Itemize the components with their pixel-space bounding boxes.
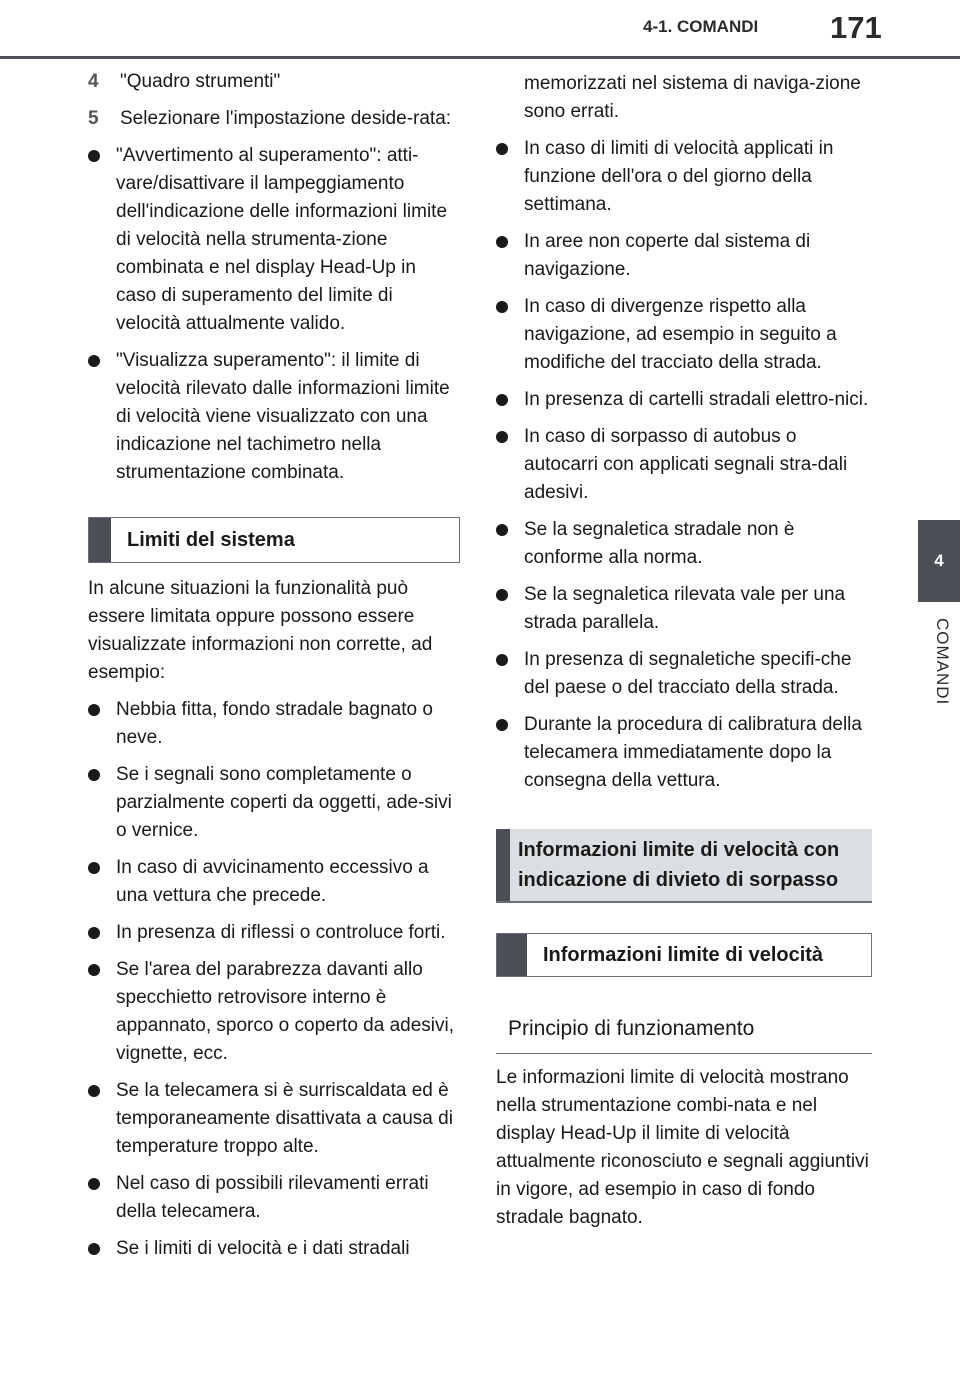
list-item-text: "Avvertimento al superamento": atti-vare/disattivare il lampeggiamento dell'indicazione delle informazioni limite di velocità nella strumenta-zione combinata e nel display Head-Up in caso di superamento del limite di velocità attualmente valido. bbox=[116, 145, 448, 334]
bullet-icon bbox=[88, 1235, 116, 1263]
list-item bbox=[88, 956, 460, 1068]
list-item-text: In presenza di riflessi o controluce forti. bbox=[116, 922, 446, 943]
list-item bbox=[496, 646, 872, 702]
bullet-icon bbox=[88, 1170, 116, 1226]
list-item-text: Se la segnaletica stradale non è conforme alla norma. bbox=[524, 519, 795, 568]
list-item bbox=[496, 581, 872, 637]
header-divider bbox=[0, 56, 960, 59]
list-item-text: "Visualizza superamento": il limite di velocità rilevato dalle informazioni limite di velocità viene visualizzato con una indicazione nel tachimetro nella strumentazione combinata. bbox=[116, 350, 450, 483]
list-item-text: Se la telecamera si è surriscaldata ed è temporaneamente disattivata a causa di temperature troppo alte. bbox=[116, 1080, 453, 1157]
section-title: 4-1. COMANDI bbox=[643, 17, 759, 36]
section-heading: Informazioni limite di velocità con indicazione di divieto di sorpasso bbox=[518, 839, 840, 891]
list-item-text: In caso di limiti di velocità applicati in funzione dell'ora o del giorno della settimana. bbox=[524, 138, 834, 215]
bullet-icon bbox=[496, 228, 524, 284]
list-item-text: Se la segnaletica rilevata vale per una strada parallela. bbox=[524, 584, 846, 633]
bullet-icon bbox=[496, 293, 524, 377]
step-item bbox=[88, 68, 460, 96]
list-item-text: In aree non coperte dal sistema di navigazione. bbox=[524, 231, 811, 280]
intro-paragraph: In alcune situazioni la funzionalità può essere limitata oppure possono essere visualizzate informazioni non corrette, ad esempio: bbox=[88, 578, 433, 683]
chapter-tab[interactable]: 4 bbox=[918, 520, 960, 602]
list-item bbox=[496, 711, 872, 795]
section-heading: Limiti del sistema bbox=[127, 529, 295, 551]
heading-bar bbox=[89, 518, 111, 562]
page-number: 171 bbox=[830, 10, 882, 45]
bullet-icon bbox=[88, 696, 116, 752]
step-text: Selezionare l'impostazione deside-rata: bbox=[120, 108, 452, 129]
list-item bbox=[496, 135, 872, 219]
bullet-icon bbox=[88, 142, 116, 338]
subsection-heading-box bbox=[496, 933, 872, 977]
right-column bbox=[496, 70, 872, 1241]
list-item-text: Nebbia fitta, fondo stradale bagnato o neve. bbox=[116, 699, 433, 748]
left-column bbox=[88, 68, 460, 1272]
bullet-icon bbox=[88, 919, 116, 947]
bullet-icon bbox=[88, 347, 116, 487]
bullet-icon bbox=[496, 423, 524, 507]
bullet-icon bbox=[496, 581, 524, 637]
bullet-icon bbox=[496, 386, 524, 414]
list-item bbox=[88, 761, 460, 845]
list-item-text: In caso di avvicinamento eccessivo a una vettura che precede. bbox=[116, 857, 429, 906]
chapter-label: COMANDI bbox=[933, 618, 952, 706]
bullet-icon bbox=[496, 646, 524, 702]
list-item bbox=[496, 386, 872, 414]
list-item-text: Nel caso di possibili rilevamenti errati della telecamera. bbox=[116, 1173, 429, 1222]
list-item-text: Se l'area del parabrezza davanti allo specchietto retrovisore interno è appannato, sporco o coperto da adesivi, vignette, ecc. bbox=[116, 959, 455, 1064]
list-item bbox=[88, 1170, 460, 1226]
list-item bbox=[496, 516, 872, 572]
step-item bbox=[88, 105, 460, 133]
list-item-continuation: memorizzati nel sistema di naviga-zione sono errati. bbox=[524, 73, 861, 122]
heading-bar bbox=[497, 934, 527, 976]
bullet-icon bbox=[496, 516, 524, 572]
list-item bbox=[88, 854, 460, 910]
list-item-text: Se i segnali sono completamente o parzialmente coperti da oggetti, ade-sivi o vernice. bbox=[116, 764, 452, 841]
step-number: 4 bbox=[88, 71, 99, 92]
heading-bar bbox=[496, 829, 510, 901]
body-paragraph: Le informazioni limite di velocità mostrano nella strumentazione combi-nata e nel display Head-Up il limite di velocità attualmente riconosciuto e segnali aggiuntivi in vigore, ad esempio in caso di fondo stradale bagnato. bbox=[496, 1067, 869, 1228]
list-item-text: In caso di divergenze rispetto alla navigazione, ad esempio in seguito a modifiche del tracciato della strada. bbox=[524, 296, 837, 373]
list-item bbox=[88, 919, 460, 947]
list-item-text: In presenza di cartelli stradali elettro-nici. bbox=[524, 389, 869, 410]
list-item-text: Se i limiti di velocità e i dati stradali bbox=[116, 1238, 410, 1259]
step-number: 5 bbox=[88, 108, 99, 129]
bullet-icon bbox=[88, 956, 116, 1068]
list-item bbox=[88, 142, 460, 338]
section-heading-box bbox=[496, 829, 872, 903]
list-item bbox=[88, 347, 460, 487]
bullet-icon bbox=[88, 761, 116, 845]
bullet-icon bbox=[496, 711, 524, 795]
list-item-text: In caso di sorpasso di autobus o autocarri con applicati segnali stra-dali adesivi. bbox=[524, 426, 848, 503]
list-item bbox=[88, 696, 460, 752]
list-item bbox=[496, 423, 872, 507]
list-item-text: Durante la procedura di calibratura della telecamera immediatamente dopo la consegna della vettura. bbox=[524, 714, 862, 791]
list-item bbox=[88, 1235, 460, 1263]
bullet-icon bbox=[496, 135, 524, 219]
step-text: "Quadro strumenti" bbox=[120, 71, 281, 92]
list-item bbox=[496, 293, 872, 377]
list-item bbox=[88, 1077, 460, 1161]
bullet-icon bbox=[88, 854, 116, 910]
section-heading-box bbox=[88, 517, 460, 563]
list-item-text: In presenza di segnaletiche specifi-che del paese o del tracciato della strada. bbox=[524, 649, 852, 698]
bullet-icon bbox=[88, 1077, 116, 1161]
topic-heading: Principio di funzionamento bbox=[496, 1005, 872, 1054]
list-item bbox=[496, 228, 872, 284]
subsection-heading: Informazioni limite di velocità bbox=[543, 944, 824, 966]
